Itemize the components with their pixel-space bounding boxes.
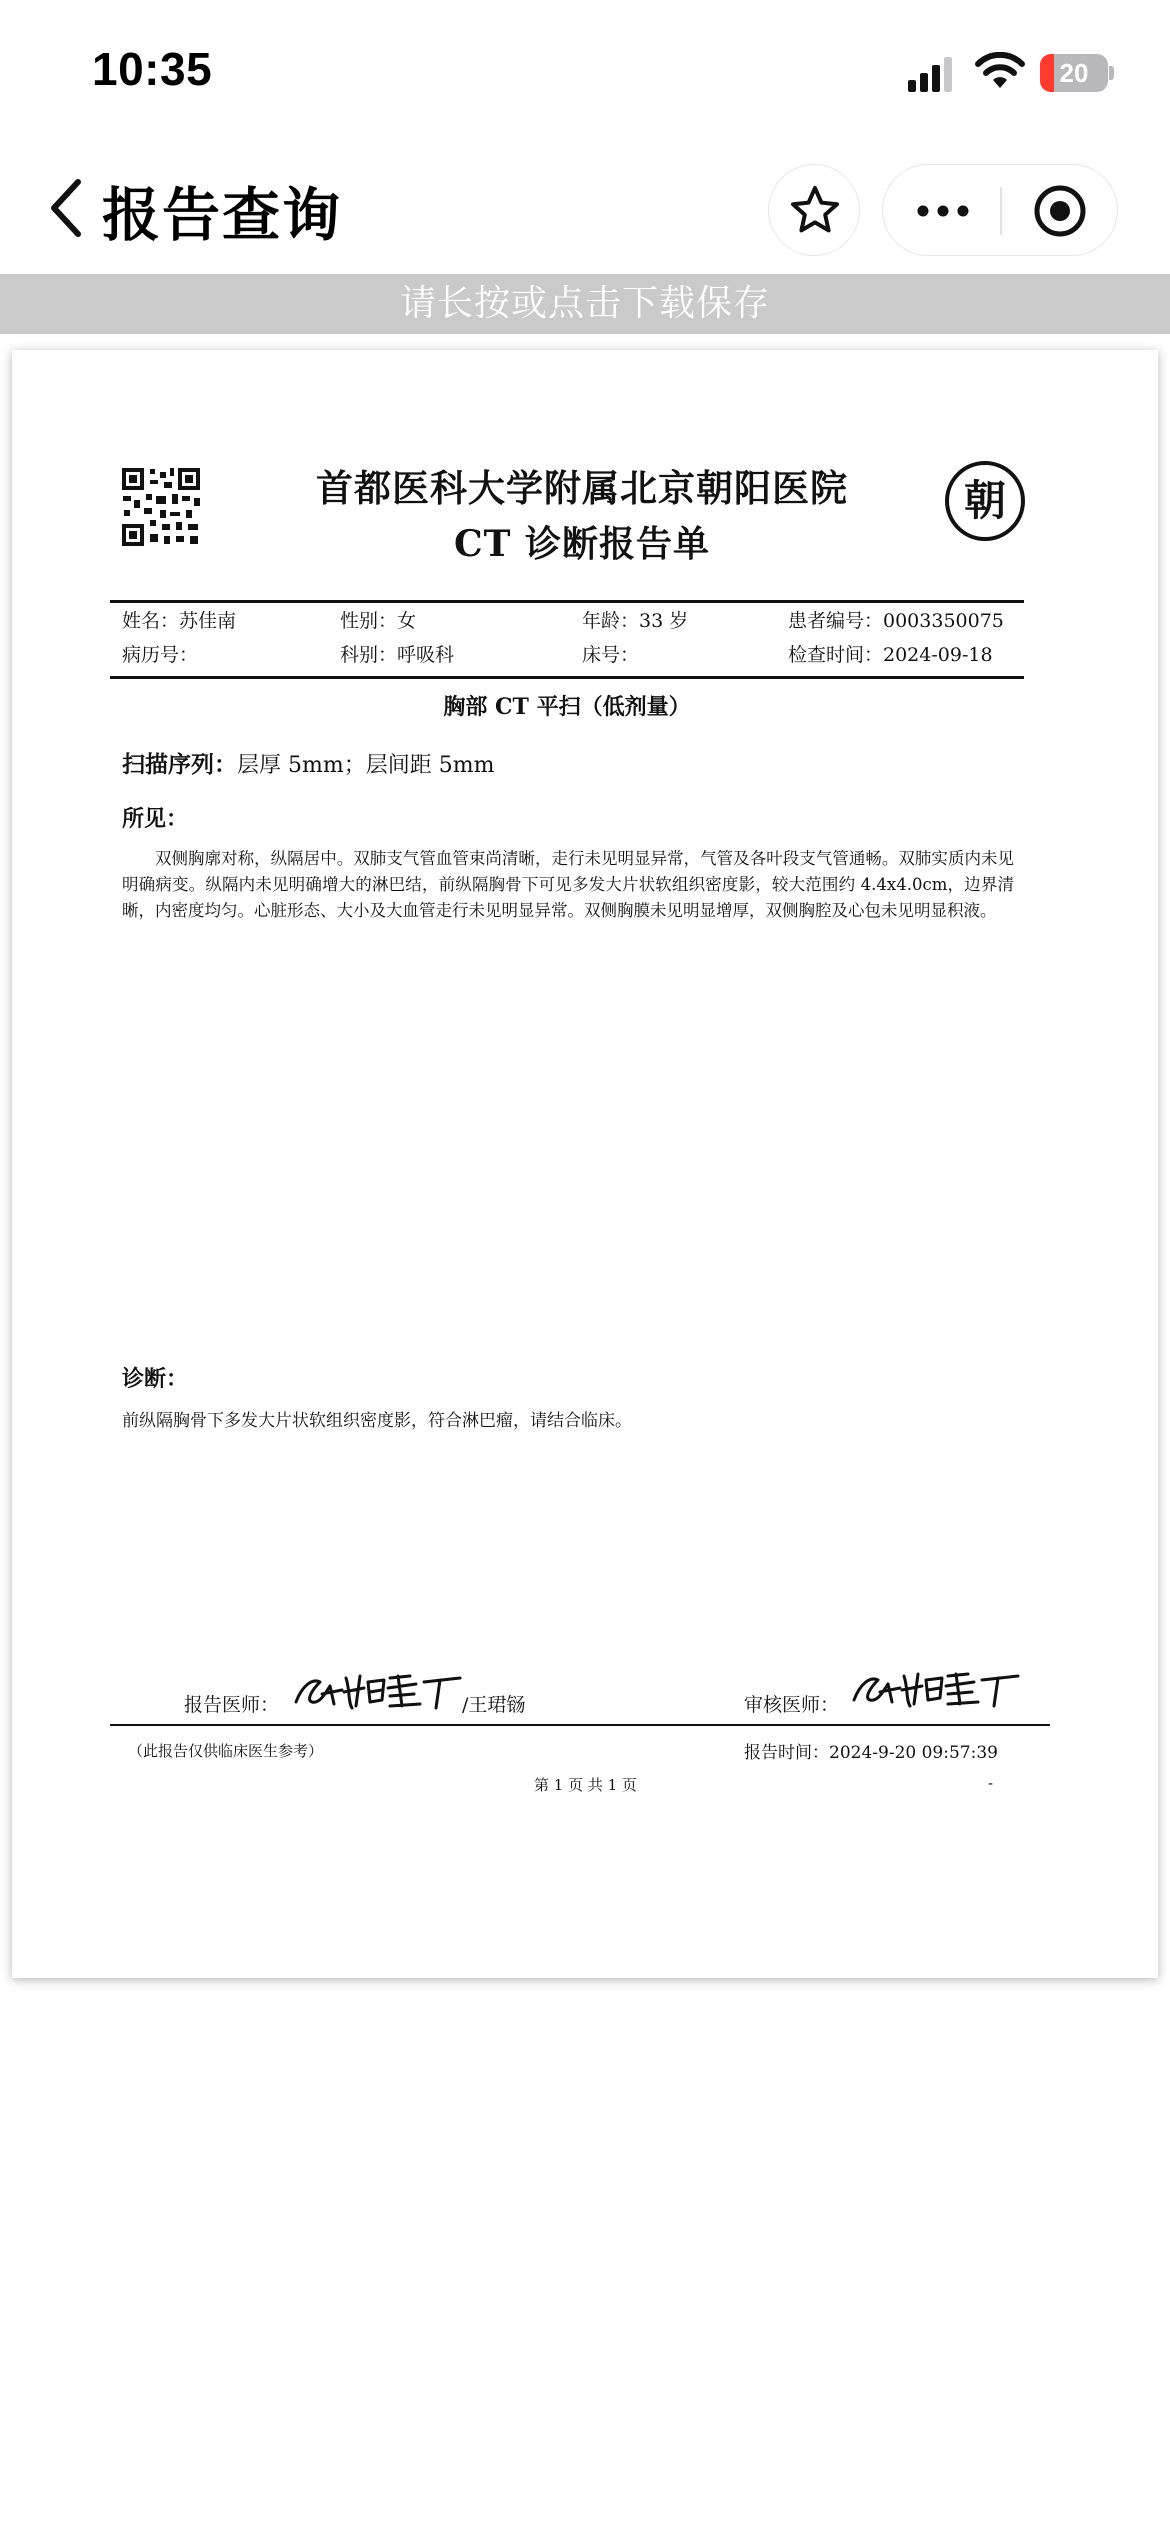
exam-name: 胸部 CT 平扫（低剂量） xyxy=(443,694,691,720)
report-doctor-name: /王珺铴 xyxy=(462,1694,526,1716)
chevron-left-icon[interactable] xyxy=(40,172,100,244)
report-doctor-label: 报告医师： xyxy=(184,1694,280,1716)
scan-sequence-label: 扫描序列： xyxy=(122,751,237,778)
report-image[interactable] xyxy=(12,350,1158,1978)
review-doctor-label: 审核医师： xyxy=(744,1694,840,1716)
page-info: 第 1 页 共 1 页 xyxy=(534,1776,637,1794)
exam-date: 检查时间：2024-09-18 xyxy=(788,644,993,666)
department: 科别：呼吸科 xyxy=(340,644,455,666)
scan-sequence-value: 层厚 5mm；层间距 5mm xyxy=(237,753,495,778)
reference-note: （此报告仅供临床医生参考） xyxy=(128,1742,324,1760)
seal-character: 朝 xyxy=(963,476,1007,525)
more-button[interactable] xyxy=(883,165,1001,257)
header-divider xyxy=(110,600,1024,603)
status-time: 10:35 xyxy=(92,43,213,95)
diagnosis-text: 前纵隔胸骨下多发大片状软组织密度影，符合淋巴瘤，请结合临床。 xyxy=(122,1411,632,1431)
nav-bar xyxy=(0,140,1170,274)
patient-sex: 性别：女 xyxy=(340,610,417,632)
trailing-mark: - xyxy=(988,1774,994,1792)
patient-age: 年龄：33 岁 xyxy=(582,610,689,632)
report-doctor-signature xyxy=(290,1668,474,1716)
battery-level-text: 20 xyxy=(1059,58,1089,88)
findings-text: 双侧胸廓对称，纵隔居中。双肺支气管血管束尚清晰，走行未见明显异常，气管及各叶段支气管通畅。双肺实质内未见明确病变。纵隔内未见明确增大的淋巴结，前纵隔胸骨下可见多发大片状软组织密度影，较大范围约 4.4x4.0cm，边界清晰，内密度均匀。心脏形态、大小及大血管走行未见明显异常。双侧胸膜未见明显增厚，双侧胸腔及心包未见明显积液。 xyxy=(122,849,1014,920)
status-bar xyxy=(0,0,1170,140)
diagnosis-label: 诊断： xyxy=(122,1366,189,1392)
page-title: 报告查询 xyxy=(102,181,343,249)
info-divider xyxy=(110,676,1024,679)
bed-number: 床号： xyxy=(582,644,640,666)
hospital-seal-icon xyxy=(944,460,1026,542)
report-title: CT 诊断报告单 xyxy=(454,523,710,565)
ellipsis-icon xyxy=(917,205,969,217)
scan-sequence xyxy=(122,746,494,779)
ct-report-document xyxy=(12,350,1158,1978)
favorite-button[interactable] xyxy=(768,164,860,256)
battery-indicator xyxy=(1040,54,1114,92)
mini-program-capsule xyxy=(882,164,1118,256)
footer-divider xyxy=(110,1724,1050,1726)
target-circle-icon xyxy=(1033,184,1087,238)
close-mini-program-button[interactable] xyxy=(1001,165,1119,257)
download-hint-banner xyxy=(0,274,1170,334)
cellular-signal-icon xyxy=(906,56,956,92)
patient-id: 患者编号：0003350075 xyxy=(788,610,1004,632)
hospital-name: 首都医科大学附属北京朝阳医院 xyxy=(316,466,848,510)
record-number: 病历号： xyxy=(122,644,199,666)
findings-label: 所见： xyxy=(122,806,189,832)
patient-name: 姓名：苏佳南 xyxy=(122,610,237,632)
download-hint-text: 请长按或点击下载保存 xyxy=(399,283,770,324)
report-time: 报告时间：2024-9-20 09:57:39 xyxy=(744,1743,998,1763)
star-outline-icon xyxy=(789,184,841,236)
review-doctor-signature xyxy=(848,1666,1032,1714)
wifi-icon xyxy=(974,52,1026,92)
